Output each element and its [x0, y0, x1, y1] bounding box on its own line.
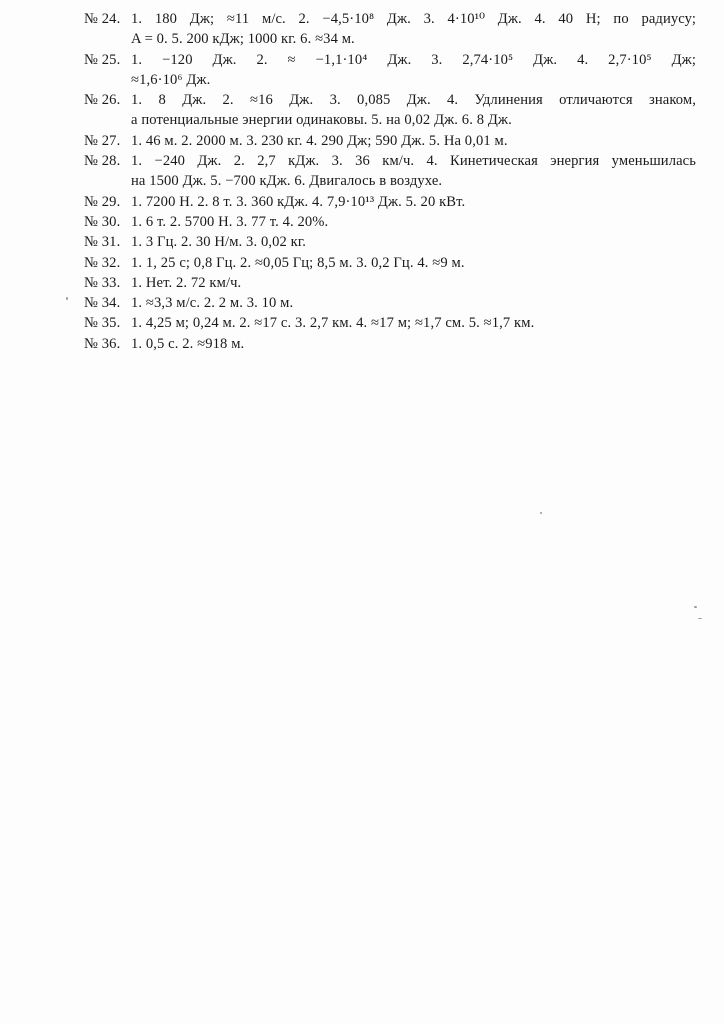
entry-line: 1. 4,25 м; 0,24 м. 2. ≈17 с. 3. 2,7 км. 4. ≈17 м; ≈1,7 см. 5. ≈1,7 км.	[131, 315, 535, 332]
scan-speck	[698, 618, 702, 619]
entry-body	[131, 253, 696, 273]
entry-body	[131, 192, 696, 212]
scan-speck	[694, 606, 697, 608]
entry-line: 1. −120 Дж. 2. ≈ −1,1·10⁴ Дж. 3. 2,74·10⁵ Дж. 4. 2,7·10⁵ Дж;	[131, 51, 696, 68]
answer-entry-27	[84, 131, 696, 151]
entry-number: № 29.	[84, 193, 121, 210]
entry-body	[131, 232, 696, 252]
entry-line: 1. 7200 Н. 2. 8 т. 3. 360 кДж. 4. 7,9·10¹³ Дж. 5. 20 кВт.	[131, 193, 466, 210]
answer-entry-34	[84, 293, 696, 313]
answer-entry-25	[84, 50, 696, 91]
entry-line: 1. −240 Дж. 2. 2,7 кДж. 3. 36 км/ч. 4. Кинетическая энергия уменьшилась	[131, 153, 696, 170]
entry-body	[131, 313, 696, 333]
entry-line: 1. 6 т. 2. 5700 Н. 3. 77 т. 4. 20%.	[131, 213, 329, 230]
entry-body	[131, 90, 696, 131]
entry-line: ≈1,6·10⁶ Дж.	[131, 71, 211, 88]
entry-line: A = 0. 5. 200 кДж; 1000 кг. 6. ≈34 м.	[131, 31, 355, 48]
answer-entry-29	[84, 192, 696, 212]
entry-line: 1. Нет. 2. 72 км/ч.	[131, 274, 242, 291]
answer-entry-28	[84, 151, 696, 192]
entry-line: 1. 0,5 с. 2. ≈918 м.	[131, 335, 245, 352]
entry-body	[131, 212, 696, 232]
answer-entry-24	[84, 9, 696, 50]
answer-entry-26	[84, 90, 696, 131]
entry-number: № 33.	[84, 274, 121, 291]
entry-number: № 30.	[84, 213, 121, 230]
answer-entry-30	[84, 212, 696, 232]
entry-body	[131, 50, 696, 91]
answer-entry-33	[84, 273, 696, 293]
entry-number: № 26.	[84, 92, 121, 109]
entry-number: № 28.	[84, 153, 121, 170]
entry-line: 1. 180 Дж; ≈11 м/с. 2. −4,5·10⁸ Дж. 3. 4·10¹⁰ Дж. 4. 40 Н; по радиусу;	[131, 11, 696, 27]
entry-body	[131, 334, 696, 354]
entry-number: № 35.	[84, 315, 121, 332]
entry-body	[131, 273, 696, 293]
entry-number: № 27.	[84, 132, 121, 149]
entry-line: 1. 1, 25 с; 0,8 Гц. 2. ≈0,05 Гц; 8,5 м. 3. 0,2 Гц. 4. ≈9 м.	[131, 254, 465, 271]
scan-speck	[540, 512, 542, 514]
entry-line: 1. 46 м. 2. 2000 м. 3. 230 кг. 4. 290 Дж; 590 Дж. 5. На 0,01 м.	[131, 132, 508, 149]
entry-line: а потенциальные энергии одинаковы. 5. на 0,02 Дж. 6. 8 Дж.	[131, 112, 512, 129]
answer-entry-31	[84, 232, 696, 252]
answers-list	[84, 9, 696, 354]
answer-entry-32	[84, 253, 696, 273]
entry-line: на 1500 Дж. 5. −700 кДж. 6. Двигалось в воздухе.	[131, 173, 443, 190]
scan-speck	[66, 297, 68, 300]
entry-number: № 24.	[84, 11, 121, 27]
entry-line: 1. 3 Гц. 2. 30 Н/м. 3. 0,02 кг.	[131, 234, 307, 251]
entry-number: № 36.	[84, 335, 121, 352]
entry-body	[131, 9, 696, 50]
entry-line: 1. 8 Дж. 2. ≈16 Дж. 3. 0,085 Дж. 4. Удлинения отличаются знаком,	[131, 92, 696, 109]
answer-entry-36	[84, 334, 696, 354]
entry-number: № 25.	[84, 51, 121, 68]
entry-body	[131, 131, 696, 151]
entry-number: № 32.	[84, 254, 121, 271]
entry-number: № 31.	[84, 234, 121, 251]
answer-entry-35	[84, 313, 696, 333]
entry-line: 1. ≈3,3 м/с. 2. 2 м. 3. 10 м.	[131, 295, 294, 312]
entry-number: № 34.	[84, 295, 121, 312]
entry-body	[131, 151, 696, 192]
entry-body	[131, 293, 696, 313]
